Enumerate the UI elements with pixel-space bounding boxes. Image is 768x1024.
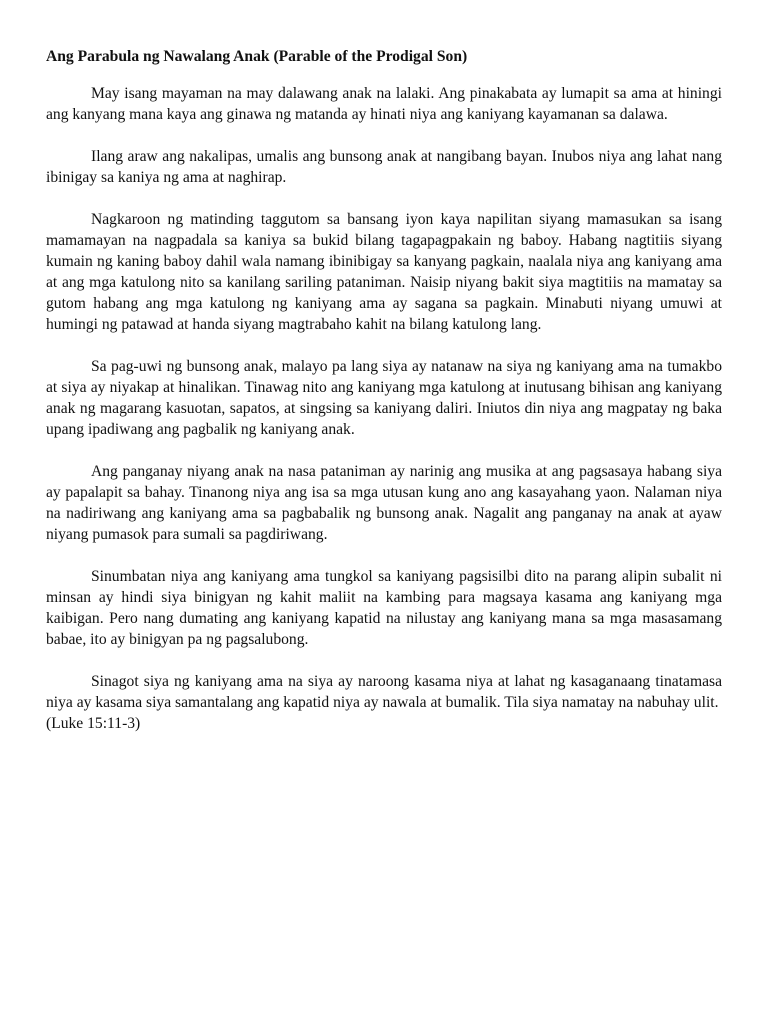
document-body: [46, 46, 722, 734]
paragraph-4: Sa pag-uwi ng bunsong anak, malayo pa lang siya ay natanaw na siya ng kaniyang ama na tumakbo at siya ay niyakap at hinalikan. Tinawag nito ang kaniyang mga katulong at inutusang bihisan ang kaniyang anak ng magarang kasuotan, sapatos, at singsing sa kaniyang daliri. Iniutos din niya ang magpatay ng baka upang ipadiwang ang pagbalik ng kaniyang anak.: [46, 358, 722, 438]
paragraph-3: Nagkaroon ng matinding taggutom sa bansang iyon kaya napilitan siyang mamasukan sa isang mamamayan na nagpadala sa kaniya sa bukid bilang tagapagpakain ng baboy. Habang nagtitiis siyang kumain ng kaning baboy dahil wala namang ibinibigay sa kanyang pagkain, naalala niya ang kaniyang ama at ang mga katulong nito sa kanilang sariling pataniman. Naisip niyang bakit siya magtitiis na mamatay sa gutom habang ang mga katulong ng kaniyang ama ay sagana sa pagkain. Minabuti niyang umuwi at humingi ng patawad at handa siyang magtrabaho kahit na bilang katulong lang.: [46, 211, 722, 333]
paragraph-7: Sinagot siya ng kaniyang ama na siya ay naroong kasama niya at lahat ng kasaganaang tinatamasa niya ay kasama siya samantalang ang kapatid niya ay nawala at bumalik. Tila siya namatay na nabuhay ulit.: [46, 673, 722, 711]
paragraph-6: Sinumbatan niya ang kaniyang ama tungkol sa kaniyang pagsisilbi dito na parang alipin subalit ni minsan ay hindi siya binigyan ng kahit maliit na kambing para magsaya kasama ang kaniyang mga kaibigan. Pero nang dumating ang kaniyang kapatid na nilustay ang kaniyang mana sa mga masasamang babae, ito ay binigyan pa ng pagsalubong.: [46, 568, 722, 648]
bible-citation: (Luke 15:11-3): [46, 715, 141, 732]
document-title: Ang Parabula ng Nawalang Anak (Parable of the Prodigal Son): [46, 48, 468, 65]
paragraph-2: Ilang araw ang nakalipas, umalis ang bunsong anak at nangibang bayan. Inubos niya ang lahat nang ibinigay sa kaniya ng ama at naghirap.: [46, 148, 722, 186]
paragraph-5: Ang panganay niyang anak na nasa pataniman ay narinig ang musika at ang pagsasaya habang siya ay papalapit sa bahay. Tinanong niya ang isa sa mga utusan kung ano ang kasayahang yaon. Nalaman niya na nadiriwang ang kaniyang ama sa pagbabalik ng bunsong anak. Nagalit ang panganay na anak at ayaw niyang pumasok para sumali sa pagdiriwang.: [46, 463, 722, 543]
paragraph-1: May isang mayaman na may dalawang anak na lalaki. Ang pinakabata ay lumapit sa ama at hiningi ang kanyang mana kaya ang ginawa ng matanda ay hinati niya ang kaniyang kayamanan sa dalawa.: [46, 85, 722, 123]
